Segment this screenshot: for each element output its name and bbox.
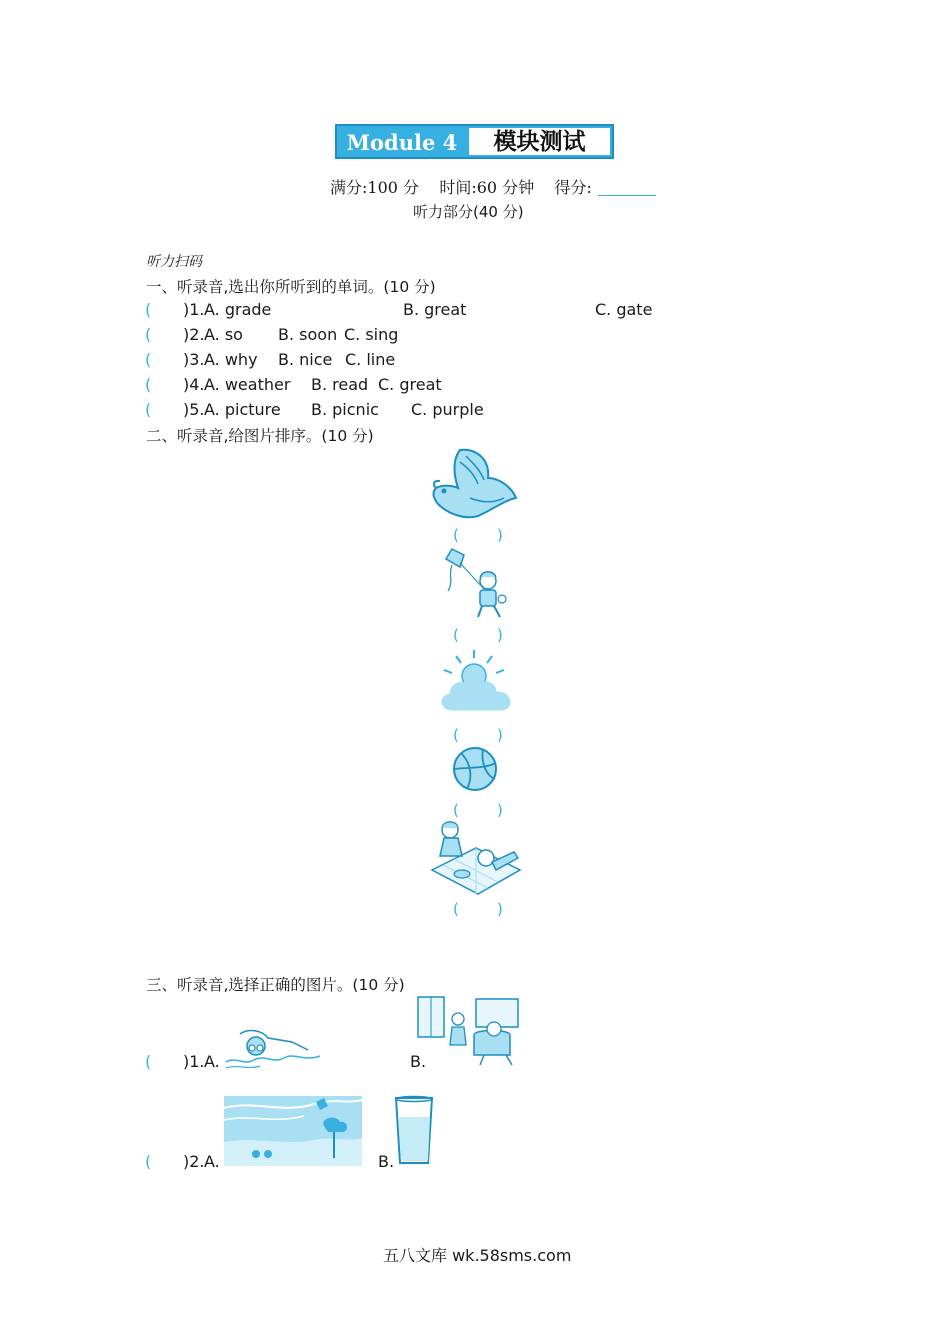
- option-a: A. so: [204, 325, 243, 344]
- option-c: C. great: [378, 375, 442, 394]
- option-a: A. why: [204, 350, 258, 369]
- scan-note: 听力扫码: [146, 254, 202, 270]
- score-line: 满分:100 分 时间:60 分钟 得分:: [330, 178, 592, 197]
- answer-paren: (: [145, 375, 152, 394]
- option-b: B. soon: [278, 325, 338, 344]
- glass-picture: [393, 1095, 435, 1167]
- option-a: A. weather: [204, 375, 291, 394]
- section2-title: 二、听录音,给图片排序。(10 分): [146, 427, 374, 445]
- module-title: 模块测试: [469, 128, 610, 155]
- swimming-picture: [222, 1028, 324, 1070]
- listening-part-title: 听力部分(40 分): [413, 203, 524, 221]
- item-number: )3.: [183, 350, 205, 369]
- option-a: A. picture: [204, 400, 281, 419]
- option-c: C. sing: [344, 325, 399, 344]
- option-c: C. gate: [595, 300, 653, 319]
- module-banner: [335, 124, 614, 159]
- option-c: C. purple: [411, 400, 484, 419]
- kite-boy-picture: [440, 545, 510, 623]
- ball-picture: [451, 745, 499, 793]
- section3-title: 三、听录音,选择正确的图片。(10 分): [146, 976, 405, 994]
- item-number: )1.: [183, 300, 205, 319]
- option-c: C. line: [345, 350, 396, 369]
- option-b: B.: [410, 1052, 427, 1071]
- footer-watermark: 五八文库 wk.58sms.com: [383, 1246, 572, 1265]
- option-b: B.: [378, 1152, 395, 1171]
- item-number: )4.: [183, 375, 205, 394]
- item-number: )2.: [183, 1152, 205, 1171]
- section1-title: 一、听录音,选出你所听到的单词。(10 分): [146, 278, 436, 296]
- score-blank: [598, 195, 656, 196]
- item-number: )5.: [183, 400, 205, 419]
- item-number: )1.: [183, 1052, 205, 1071]
- sun-cloud-picture: [434, 648, 518, 714]
- module-label: Module 4: [346, 130, 458, 155]
- answer-paren: (: [145, 325, 152, 344]
- picnic-picture: [428, 818, 524, 898]
- answer-paren: (: [145, 300, 152, 319]
- option-a: A.: [204, 1152, 220, 1171]
- option-b: B. read: [311, 375, 369, 394]
- option-b: B. great: [403, 300, 467, 319]
- option-a: A.: [204, 1052, 220, 1071]
- answer-paren: (: [145, 350, 152, 369]
- picture-paren: ( ): [453, 801, 503, 819]
- windy-park-picture: [224, 1096, 362, 1166]
- option-a: A. grade: [204, 300, 272, 319]
- answer-paren: (: [145, 1152, 152, 1171]
- picture-paren: ( ): [453, 900, 503, 918]
- option-b: B. nice: [278, 350, 333, 369]
- picture-paren: ( ): [453, 726, 503, 744]
- option-b: B. picnic: [311, 400, 379, 419]
- picture-paren: ( ): [453, 526, 503, 544]
- answer-paren: (: [145, 400, 152, 419]
- item-number: )2.: [183, 325, 205, 344]
- window-kids-picture: [414, 995, 524, 1067]
- answer-paren: (: [145, 1052, 152, 1071]
- bird-picture: [430, 448, 520, 520]
- picture-paren: ( ): [453, 626, 503, 644]
